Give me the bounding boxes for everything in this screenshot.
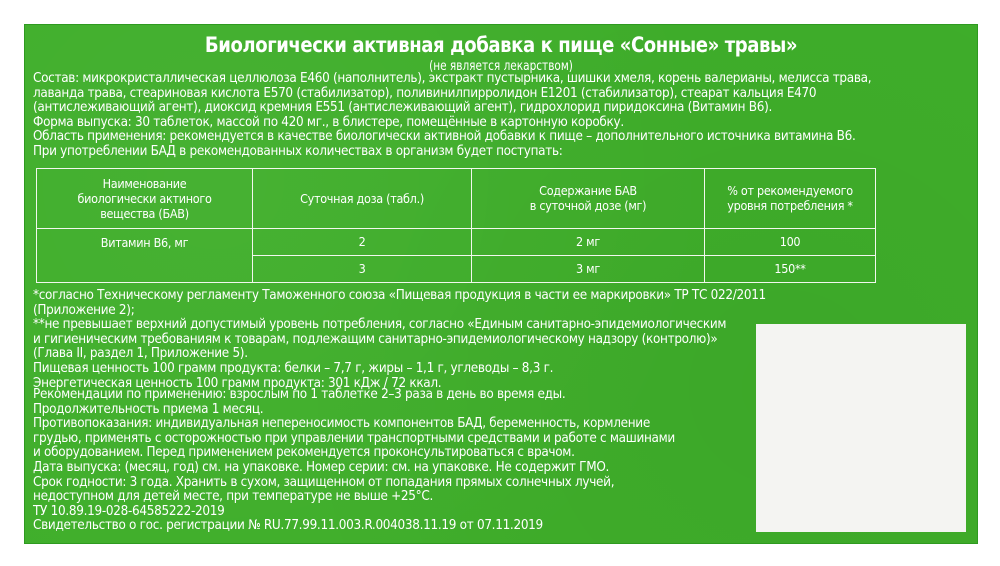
release-date-line: Дата выпуска: (месяц, год) см. на упаковке. Номер серии: см. на упаковке. Не содержит ГМО.: [33, 459, 610, 475]
footnote-line: *согласно Техническому регламенту Таможенного союза «Пищевая продукция в части ее маркировки» ТР ТС 022/2011: [33, 288, 766, 303]
header-daily-dose: Суточная доза (табл.): [253, 169, 472, 229]
percent-cell: 100: [705, 228, 876, 255]
registration-line: Свидетельство о гос. регистрации № RU.77.99.11.003.R.004038.11.19 от 07.11.2019: [33, 518, 543, 534]
content-cell: 2 мг: [472, 228, 705, 255]
duration-line: Продолжительность приема 1 месяц.: [33, 401, 264, 417]
storage-line: недоступном для детей месте, при температуре не выше +25°С.: [33, 489, 433, 505]
table-row: [37, 228, 876, 255]
contraindications-line: грудью, применять с осторожностью при управлении транспортными средствами и работе с машинами: [33, 430, 675, 446]
dose-cell: 2: [253, 228, 472, 255]
percent-cell: 150**: [705, 255, 876, 282]
nutrition-line: Пищевая ценность 100 грамм продукта: белки – 7,7 г, жиры – 1,1 г, углеводы – 8,3 г.: [33, 360, 554, 376]
contraindications-line: и оборудованием. Перед применением рекомендуется проконсультироваться с врачом.: [33, 445, 575, 461]
footnote-line: и гигиеническим требованиям к товарам, подлежащим санитарно-эпидемиологическому надзору (контролю)»: [33, 331, 718, 347]
content-cell: 3 мг: [472, 255, 705, 282]
composition-line: лаванда трава, стеариновая кислота Е570 (стабилизатор), поливинилпирролидон Е1201 (стабилизатор), стеарат кальция Е470: [33, 85, 817, 101]
header-content: Содержание БАВ в суточной дозе (мг): [472, 169, 705, 229]
tu-line: ТУ 10.89.19-028-64585222-2019: [33, 503, 225, 519]
product-title: Биологически активная добавка к пище «Сонные» травы»: [204, 33, 798, 57]
footnote-line: (Приложение 2);: [33, 302, 135, 318]
header-percent: % от рекомендуемого уровня потребления *: [705, 169, 876, 229]
bav-table: [36, 168, 876, 283]
composition-line: Состав: микрокристаллическая целлюлоза Е460 (наполнитель), экстракт пустырника, шишки хмеля, корень валерианы, мелисса трава,: [33, 71, 872, 86]
footnote-line: **не превышает верхний допустимый уровень потребления, согласно «Единым санитарно-эпидемиологическим: [33, 317, 727, 333]
table-header-row: [37, 169, 876, 229]
recommendation-line: Рекомендации по применению: взрослым по 1 таблетке 2–3 раза в день во время еды.: [33, 387, 566, 402]
intake-intro-line: При употреблении БАД в рекомендованных количествах в организм будет поступать:: [33, 143, 563, 159]
application-line: Область применения: рекомендуется в качестве биологически активной добавки к пище – дополнительного источника витамина В6.: [33, 129, 856, 145]
product-label-panel: [24, 24, 978, 544]
composition-block: [33, 72, 973, 160]
dose-cell: 3: [253, 255, 472, 282]
release-form-line: Форма выпуска: 30 таблеток, массой по 420 мг., в блистере, помещённые в картонную коробку.: [33, 114, 624, 130]
blank-label-area: [756, 324, 966, 532]
product-subtitle: (не является лекарством): [429, 59, 573, 74]
energy-line: Энергетическая ценность 100 грамм продукта: 301 кДж / 72 ккал.: [33, 375, 442, 391]
shelf-life-line: Срок годности: 3 года. Хранить в сухом, защищенном от попадания прямых солнечных лучей,: [33, 474, 615, 490]
footnote-line: (Глава II, раздел 1, Приложение 5).: [33, 346, 248, 362]
contraindications-line: Противопоказания: индивидуальная непереносимость компонентов БАД, беременность, кормление: [33, 416, 650, 432]
composition-line: (антислеживающий агент), диоксид кремния Е551 (антислеживающий агент), гидрохлорид пиридоксина (Витамин В6).: [33, 100, 773, 116]
substance-cell: Витамин В6, мг: [37, 228, 253, 282]
header-substance: Наименование биологически актиного вещества (БАВ): [37, 169, 253, 229]
